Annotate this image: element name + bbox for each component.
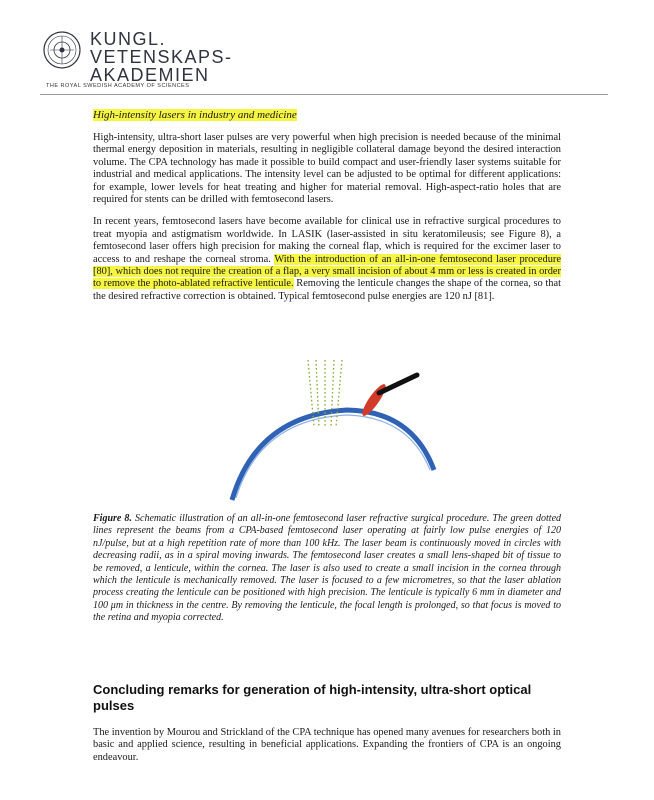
academy-name-line1: KUNGL.: [90, 29, 167, 49]
main-content: [93, 108, 561, 313]
academy-seal-icon: [42, 28, 82, 78]
femtosecond-beam: [336, 360, 342, 427]
conclusion-heading: Concluding remarks for generation of high-intensity, ultra-short optical pulses: [93, 682, 532, 713]
femtosecond-beam: [331, 360, 334, 427]
figure-label: Figure 8.: [93, 513, 132, 524]
figure-8-illustration: [222, 355, 442, 505]
paragraph-2-highlight: With the introduction of an all-in-one femtosecond laser procedure [80], which does not require the creation of a flap, a very small incision of about 4 mm or less is created in order to remove the photo-ablated refractive lenticule.: [93, 253, 561, 290]
academy-name-line2: VETENSKAPS-: [90, 47, 233, 67]
figure-caption-text: Schematic illustration of an all-in-one femtosecond laser refractive surgical procedure. The green dotted lines represent the beams from a CPA-based femtosecond laser operating at fairly low pulse energies of 120 nJ/pulse, but at a high repetition rate of more than 100 kHz. The laser beam is continuously moved in circles with decreasing radii, as in a spiral moving inwards. The femtosecond laser creates a small lens-shaped bit of tissue to be removed, a lenticule, within the cornea. The laser is also used to create a small incision in the cornea through which the lenticule is mechanically removed. The laser is focused to a few micrometres, so that the laser ablation process creating the lenticule can be positioned with high precision. The lenticule is typically 6 mm in diameter and 100 μm in thickness in the centre. By removing the lenticule, the focal length is prolonged, so that focus is moved to the retina and myopia corrected.: [93, 513, 562, 624]
surgical-instrument: [379, 375, 417, 393]
paragraph-1: High-intensity, ultra-short laser pulses are very powerful when high precision is needed because of the minimal thermal energy deposition in materials, resulting in negligible collateral damage beyond the desired interaction volume. The CPA technology has made it possible to build compact and user-friendly laser systems suitable for industrial and medical applications. The intensity level can be adjusted to be optimal for different applications: for example, lower levels for heat treating and higher for material removal. High-aspect-ratio holes that are required for stents can be drilled with femtosecond lasers.: [93, 132, 561, 206]
academy-subtitle: THE ROYAL SWEDISH ACADEMY OF SCIENCES: [46, 83, 190, 89]
academy-name: [90, 30, 233, 84]
figure-caption: [93, 513, 561, 625]
paragraph-2-end: Removing the lenticule changes the shape of the cornea, so that the desired refractive correction is obtained. Typical femtosecond pulse energies are 120 nJ [81].: [93, 278, 562, 302]
cornea-arc: [232, 410, 434, 500]
paragraph-2: [93, 216, 561, 303]
section-heading-text: High-intensity lasers in industry and medicine: [93, 109, 297, 121]
academy-header: [40, 26, 610, 96]
header-divider: [40, 94, 608, 95]
paragraph-2-start: In recent years, femtosecond lasers have become available for clinical use in refractive surgical procedures to treat myopia and astigmatism worldwide. In LASIK (laser-assisted in situ keratomileusis; see Figure 8), a femtosecond laser offers high precision for making the corneal flap, which is required for the excimer laser to access to and reshape the corneal stroma.: [93, 216, 561, 265]
section-heading: [93, 108, 561, 122]
academy-name-line3: AKADEMIEN: [90, 65, 210, 85]
conclusion-paragraph: The invention by Mourou and Strickland of the CPA technique has opened many avenues for researchers both in basic and applied science, resulting in beneficial applications. Expanding the frontiers of CPA is an ongoing endeavour.: [93, 727, 561, 763]
